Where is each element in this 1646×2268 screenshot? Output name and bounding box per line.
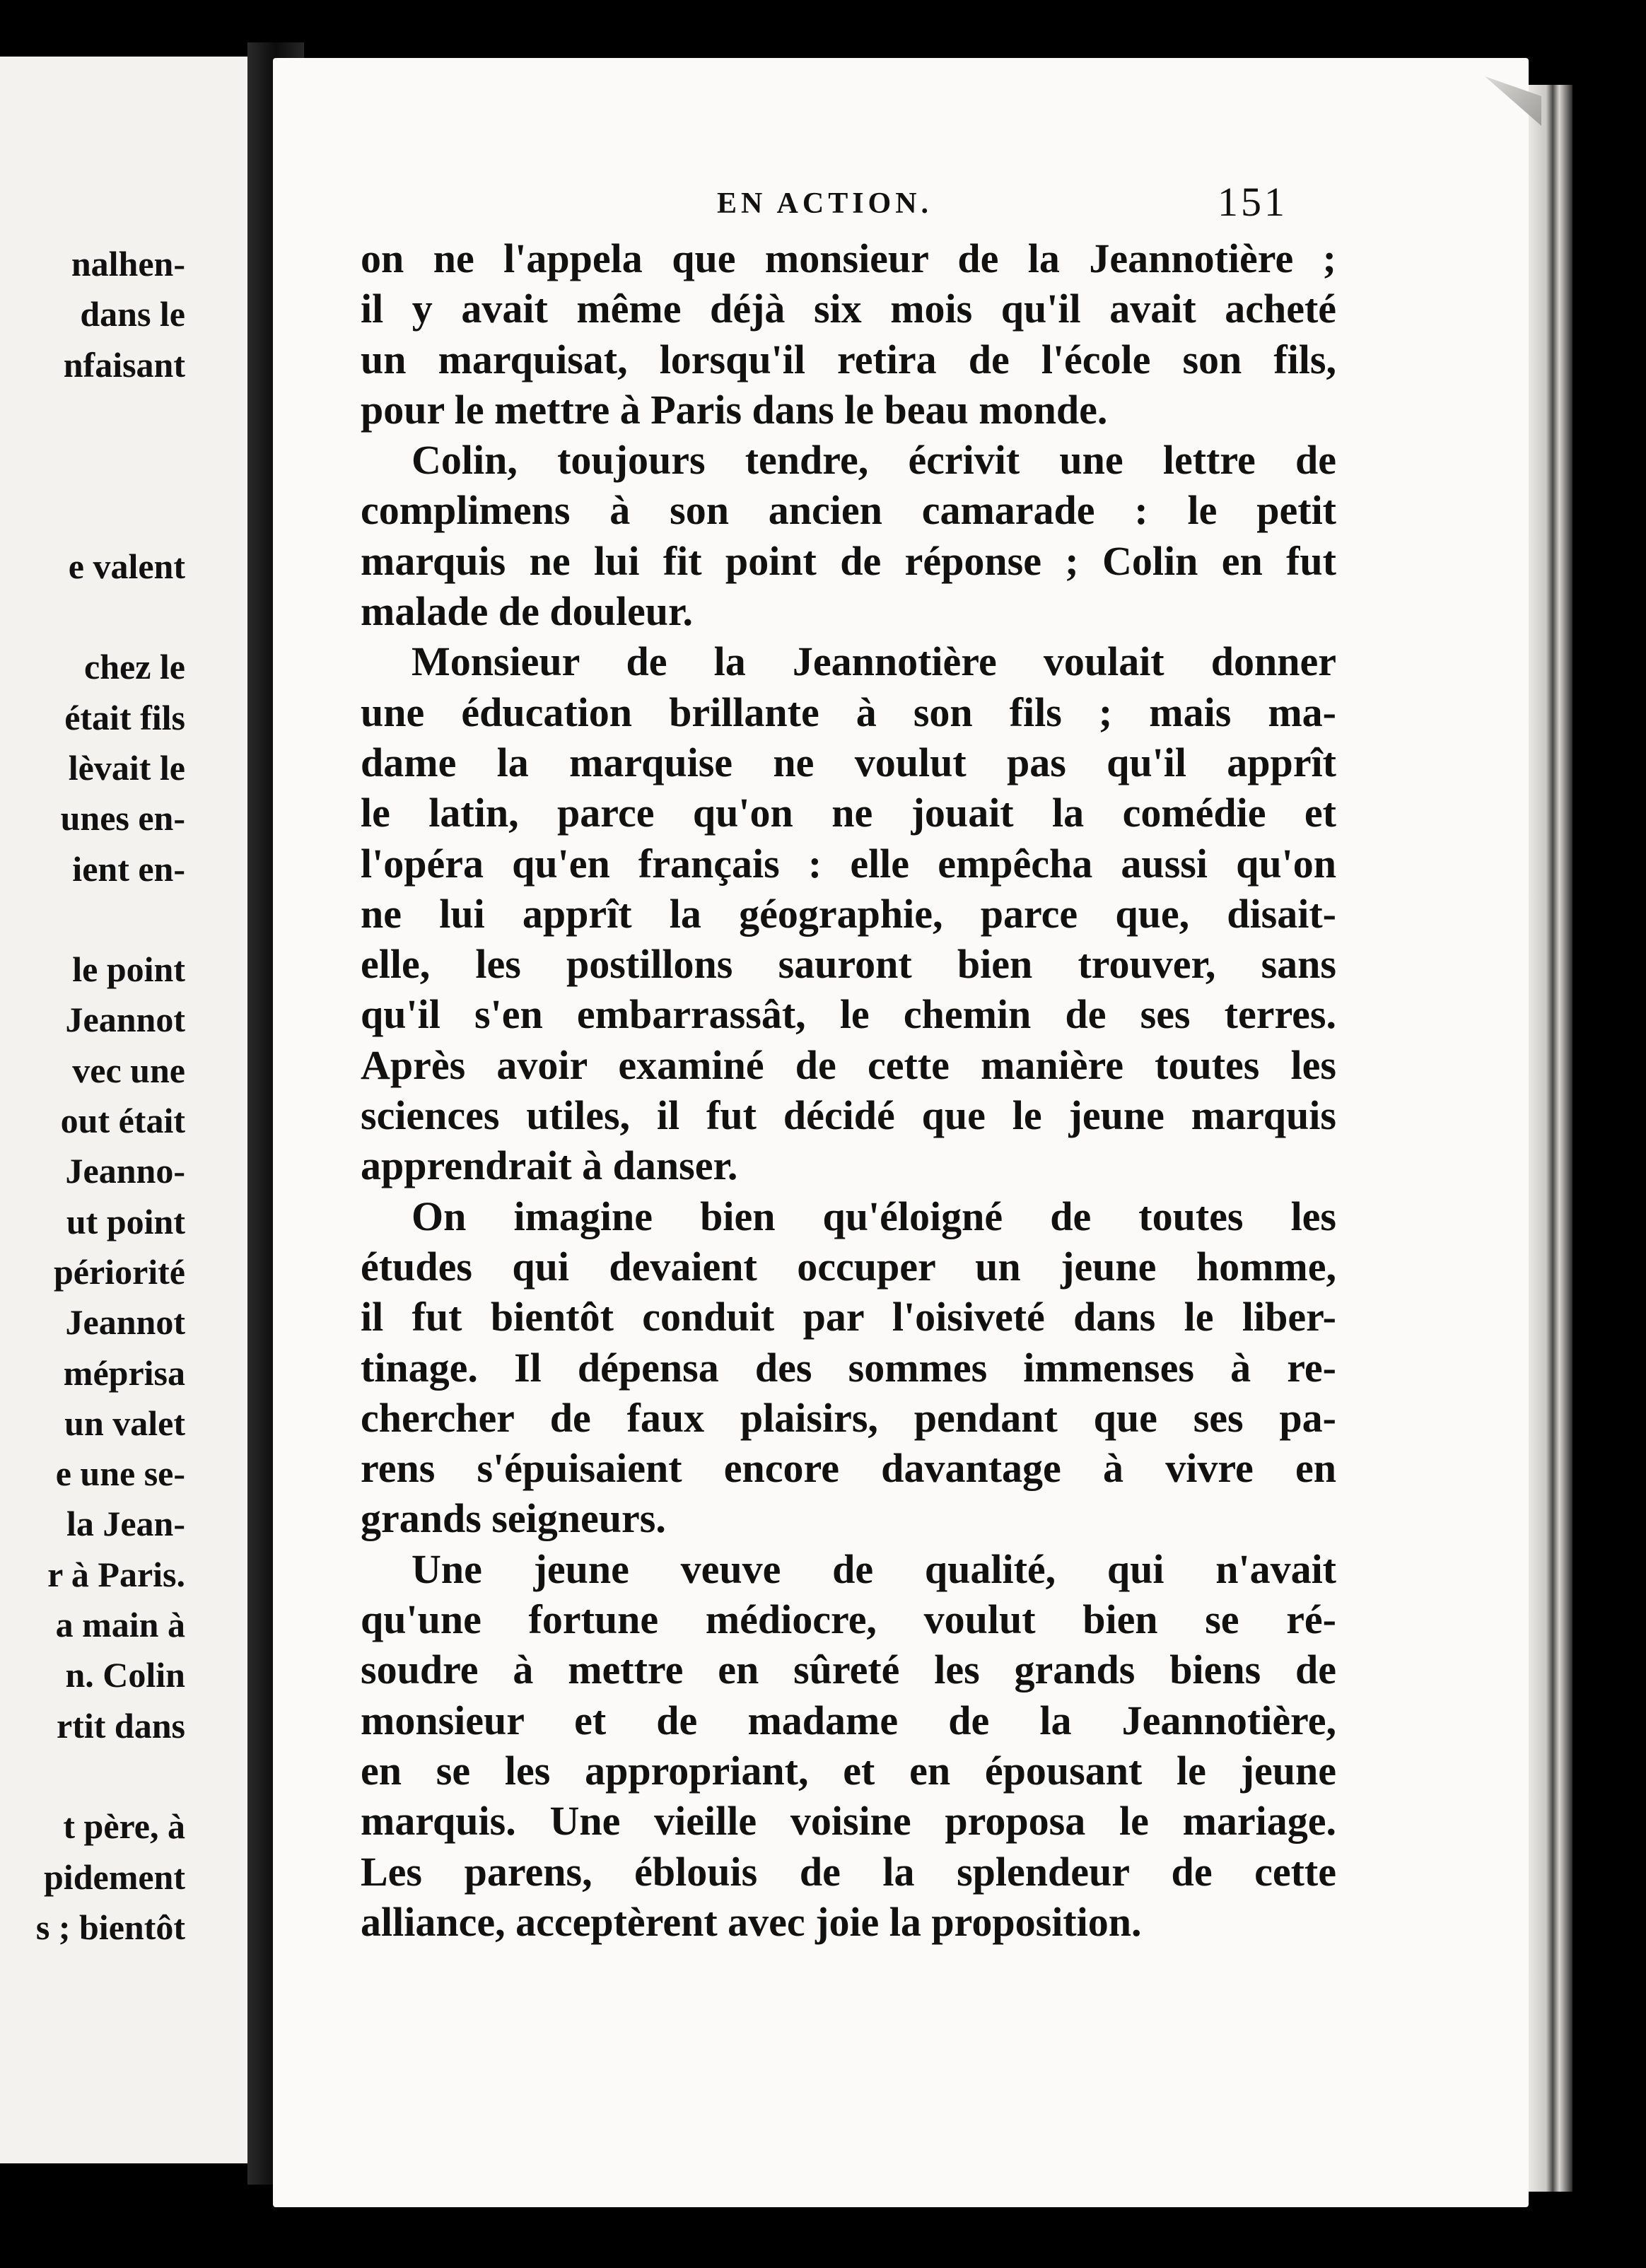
left-text-line: e valent	[68, 546, 185, 586]
text-line: grands seigneurs.	[361, 1495, 666, 1542]
text-line: apprendrait à danser.	[361, 1142, 738, 1189]
left-text-line: e une se-	[55, 1454, 185, 1494]
left-text-line: rtit dans	[57, 1705, 185, 1746]
text-line: sciences utiles, il fut décidé que le jeune marquis	[361, 1092, 1336, 1139]
text-line: rens s'épuisaient encore davantage à vivre en	[361, 1445, 1336, 1492]
text-line: chercher de faux plaisirs, pendant que ses pa-	[361, 1394, 1336, 1441]
left-text-line	[0, 491, 185, 541]
text-line: on ne l'appela que monsieur de la Jeannotière ;	[361, 235, 1336, 281]
left-text-line: unes en-	[60, 798, 185, 838]
left-text-line	[0, 894, 185, 945]
left-text-line: un valet	[64, 1403, 185, 1443]
left-text-line: a main à	[55, 1605, 185, 1645]
left-text-line: périorité	[53, 1251, 185, 1292]
left-text-line: r à Paris.	[47, 1554, 185, 1594]
left-text-line: lèvait le	[68, 747, 185, 788]
text-line: Les parens, éblouis de la splendeur de cette	[361, 1848, 1336, 1895]
left-text-line: vec une	[72, 1050, 185, 1090]
text-line: il y avait même déjà six mois qu'il avait acheté	[361, 286, 1336, 332]
text-line: complimens à son ancien camarade : le petit	[361, 487, 1336, 534]
text-line: marquis. Une vieille voisine proposa le mariage.	[361, 1798, 1336, 1845]
left-text-line: le point	[72, 949, 185, 990]
left-text-line: s ; bientôt	[35, 1907, 185, 1947]
text-line: dame la marquise ne voulut pas qu'il apprît	[361, 739, 1336, 785]
text-line: On imagine bien qu'éloigné de toutes les	[412, 1193, 1336, 1239]
text-line: ne lui apprît la géographie, parce que, disait-	[361, 890, 1336, 937]
text-line: Colin, toujours tendre, écrivit une lettre de	[412, 437, 1336, 484]
left-facing-page	[0, 57, 247, 2163]
running-head: EN ACTION.	[717, 187, 933, 220]
left-text-line: ient en-	[72, 848, 185, 889]
left-text-line: nfaisant	[63, 344, 185, 385]
left-text-line	[0, 390, 185, 440]
left-text-line: t père, à	[63, 1806, 185, 1847]
left-page-text	[0, 239, 185, 1953]
text-line: monsieur et de madame de la Jeannotière,	[361, 1697, 1336, 1743]
left-text-line: dans le	[80, 294, 185, 334]
text-line: Une jeune veuve de qualité, qui n'avait	[412, 1545, 1336, 1592]
text-line: Après avoir examiné de cette manière toutes les	[361, 1041, 1336, 1088]
text-line: malade de douleur.	[361, 588, 693, 635]
text-line: pour le mettre à Paris dans le beau monde.	[361, 386, 1108, 433]
left-text-line: Jeanno-	[65, 1151, 185, 1191]
text-line: tinage. Il dépensa des sommes immenses à re-	[361, 1344, 1336, 1391]
page-number: 151	[1218, 179, 1288, 225]
left-text-line	[0, 592, 185, 642]
text-line: marquis ne lui fit point de réponse ; Colin en fut	[361, 537, 1336, 584]
left-text-line: Jeannot	[65, 1302, 185, 1343]
text-line: l'opéra qu'en français : elle empêcha aussi qu'on	[361, 840, 1336, 887]
text-line: le latin, parce qu'on ne jouait la comédie et	[361, 790, 1336, 836]
text-line: qu'il s'en embarrassât, le chemin de ses terres.	[361, 991, 1336, 1038]
left-text-line: méprisa	[63, 1352, 185, 1393]
text-line: elle, les postillons sauront bien trouver, sans	[361, 941, 1336, 988]
left-text-line: n. Colin	[65, 1655, 185, 1695]
text-line: qu'une fortune médiocre, voulut bien se ré-	[361, 1596, 1336, 1643]
left-text-line: out était	[60, 1101, 185, 1141]
left-text-line: pidement	[44, 1857, 185, 1897]
left-text-line: nalhen-	[71, 244, 185, 284]
text-line: études qui devaient occuper un jeune homme,	[361, 1243, 1336, 1290]
text-line: une éducation brillante à son fils ; mais ma-	[361, 689, 1336, 735]
text-line: il fut bientôt conduit par l'oisiveté dans le liber-	[361, 1294, 1336, 1340]
left-text-line	[0, 440, 185, 491]
body-text	[361, 233, 1336, 1947]
left-text-line: chez le	[84, 647, 185, 687]
text-line: alliance, acceptèrent avec joie la proposition.	[361, 1898, 1142, 1945]
text-line: un marquisat, lorsqu'il retira de l'école son fils,	[361, 336, 1336, 382]
text-line: Monsieur de la Jeannotière voulait donner	[412, 638, 1336, 685]
left-text-line	[0, 1751, 185, 1801]
left-text-line: Jeannot	[65, 1000, 185, 1040]
page-edge	[1529, 85, 1572, 2192]
left-text-line: était fils	[64, 697, 185, 737]
text-line: en se les appropriant, et en épousant le jeune	[361, 1747, 1336, 1794]
left-text-line: la Jean-	[66, 1504, 185, 1544]
text-line: soudre à mettre en sûreté les grands biens de	[361, 1647, 1336, 1693]
left-text-line: ut point	[66, 1201, 185, 1241]
